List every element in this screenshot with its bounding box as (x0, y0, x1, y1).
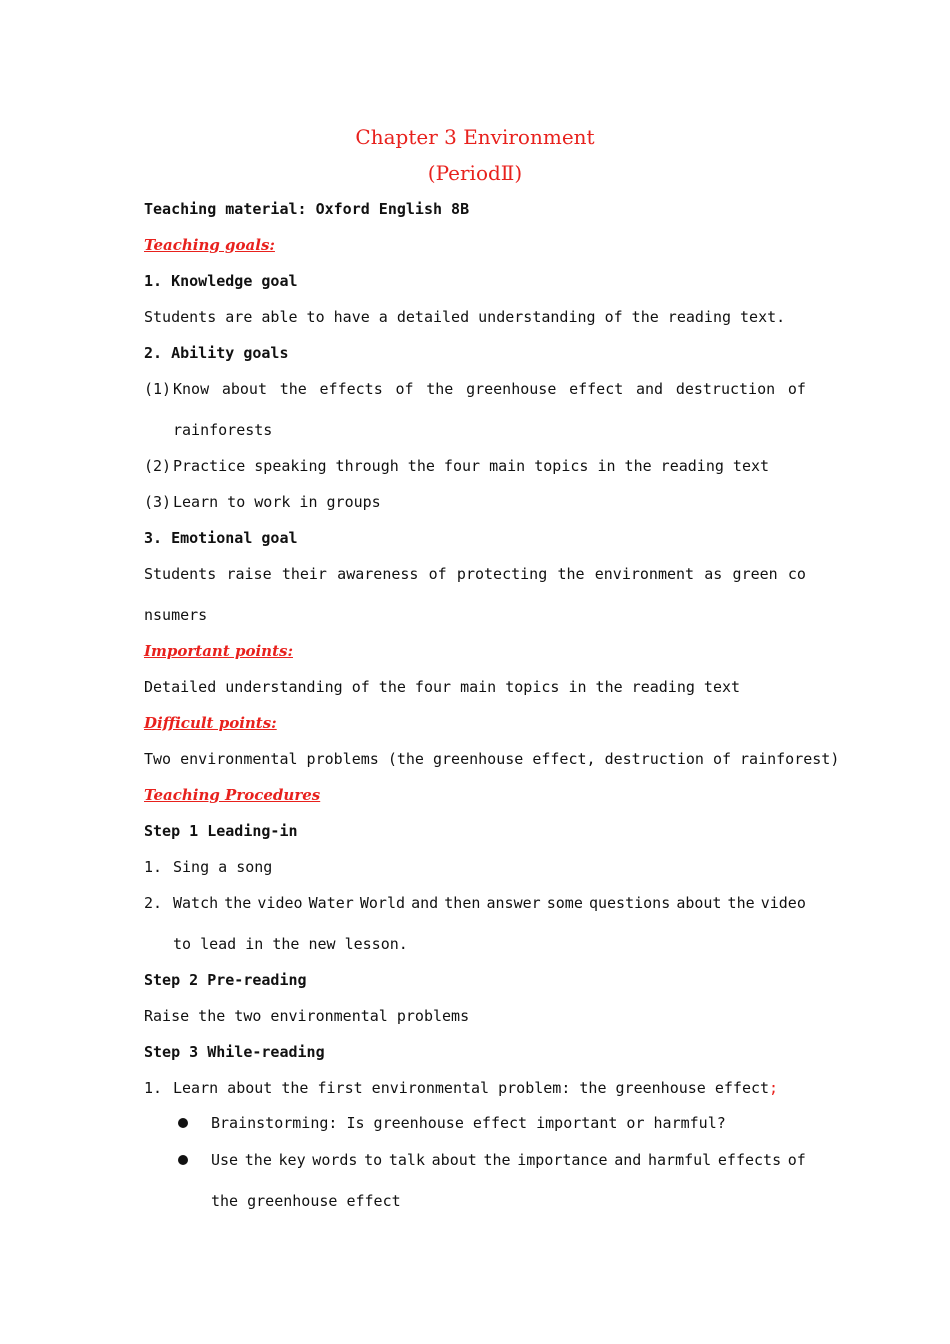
word: of (428, 565, 447, 583)
step3-item-1-text (173, 1078, 778, 1098)
word: the (426, 380, 454, 398)
word: their (281, 565, 327, 583)
word: awareness (337, 565, 419, 583)
step3-item-1-body: Learn about the first environmental problem: the greenhouse effect (173, 1079, 770, 1097)
word: effects (717, 1151, 782, 1169)
word: about (221, 380, 267, 398)
step1-item-2-line1 (173, 893, 806, 913)
word: key (278, 1151, 306, 1169)
word: to (364, 1151, 383, 1169)
word: words (312, 1151, 358, 1169)
ability-goals-heading: 2. Ability goals (144, 344, 289, 362)
word: the (244, 1151, 272, 1169)
word: the (557, 565, 585, 583)
teaching-procedures-heading: Teaching Procedures (144, 786, 321, 804)
word: and (614, 1151, 642, 1169)
word: the (279, 380, 307, 398)
word: importance (517, 1151, 608, 1169)
word: video (760, 894, 806, 912)
word: the (483, 1151, 511, 1169)
ability-item-number: (3) (144, 493, 172, 511)
word: answer (486, 894, 541, 912)
step1-heading: Step 1 Leading-in (144, 822, 298, 840)
word: and (411, 894, 439, 912)
step1-item-number: 2. (144, 894, 163, 912)
ability-item-2-text: Practice speaking through the four main topics in the reading text (173, 457, 770, 475)
ability-item-1-line1 (173, 379, 806, 399)
ability-item-number: (1) (144, 380, 172, 398)
word: of (395, 380, 414, 398)
word: World (359, 894, 406, 912)
word: destruction (675, 380, 776, 398)
word: Use (211, 1151, 239, 1169)
word: environment (594, 565, 695, 583)
step1-item-2-line2: to lead in the new lesson. (173, 935, 408, 953)
step3-bullet-2-line2: the greenhouse effect (211, 1192, 401, 1210)
word: then (444, 894, 481, 912)
emotional-goal-heading: 3. Emotional goal (144, 529, 298, 547)
ability-item-1-line2: rainforests (173, 421, 273, 439)
document-subtitle: (PeriodⅡ) (427, 161, 523, 185)
difficult-points-text: Two environmental problems (the greenhouse effect, destruction of rainforest) (144, 750, 840, 768)
word: harmful (648, 1151, 712, 1169)
emotional-goal-line1 (144, 564, 806, 584)
word: raise (226, 565, 272, 583)
step2-heading: Step 2 Pre-reading (144, 971, 307, 989)
document-title: Chapter 3 Environment (355, 125, 595, 149)
word: about (431, 1151, 477, 1169)
word: of (787, 380, 806, 398)
word: greenhouse (466, 380, 557, 398)
word: questions (588, 894, 671, 912)
bullet-icon (178, 1155, 188, 1165)
step3-item-1-semicolon: ; (769, 1079, 779, 1097)
teaching-material: Teaching material: Oxford English 8B (144, 200, 470, 218)
knowledge-goal-text: Students are able to have a detailed understanding of the reading text. (144, 308, 786, 326)
word: video (257, 894, 303, 912)
emotional-goal-line2: nsumers (144, 606, 208, 624)
difficult-points-heading: Difficult points: (144, 714, 277, 732)
important-points-heading: Important points: (144, 642, 293, 660)
knowledge-goal-heading: 1. Knowledge goal (144, 272, 298, 290)
word: and (636, 380, 664, 398)
teaching-goals-heading: Teaching goals: (144, 236, 275, 254)
word: about (676, 894, 722, 912)
step1-item-1-text: Sing a song (173, 858, 273, 876)
word: the (224, 894, 252, 912)
word: of (787, 1151, 806, 1169)
word: Students (144, 565, 217, 583)
word: protecting (456, 565, 548, 583)
word: some (546, 894, 583, 912)
word: Water (308, 894, 354, 912)
ability-item-number: (2) (144, 457, 172, 475)
word: as (704, 565, 723, 583)
word: talk (388, 1151, 425, 1169)
word: co (787, 565, 806, 583)
word: the (727, 894, 755, 912)
step3-heading: Step 3 While-reading (144, 1043, 325, 1061)
bullet-icon (178, 1118, 188, 1128)
step2-text: Raise the two environmental problems (144, 1007, 470, 1025)
word: effect (569, 380, 624, 398)
word: green (732, 565, 778, 583)
word: Watch (173, 894, 219, 912)
step3-item-number: 1. (144, 1079, 163, 1097)
word: effects (319, 380, 383, 398)
step3-bullet-1-text: Brainstorming: Is greenhouse effect important or harmful? (211, 1114, 726, 1132)
ability-item-3-text: Learn to work in groups (173, 493, 381, 511)
word: Know (173, 380, 210, 398)
important-points-text: Detailed understanding of the four main topics in the reading text (144, 678, 741, 696)
step3-bullet-2-line1 (211, 1150, 806, 1170)
step1-item-number: 1. (144, 858, 163, 876)
